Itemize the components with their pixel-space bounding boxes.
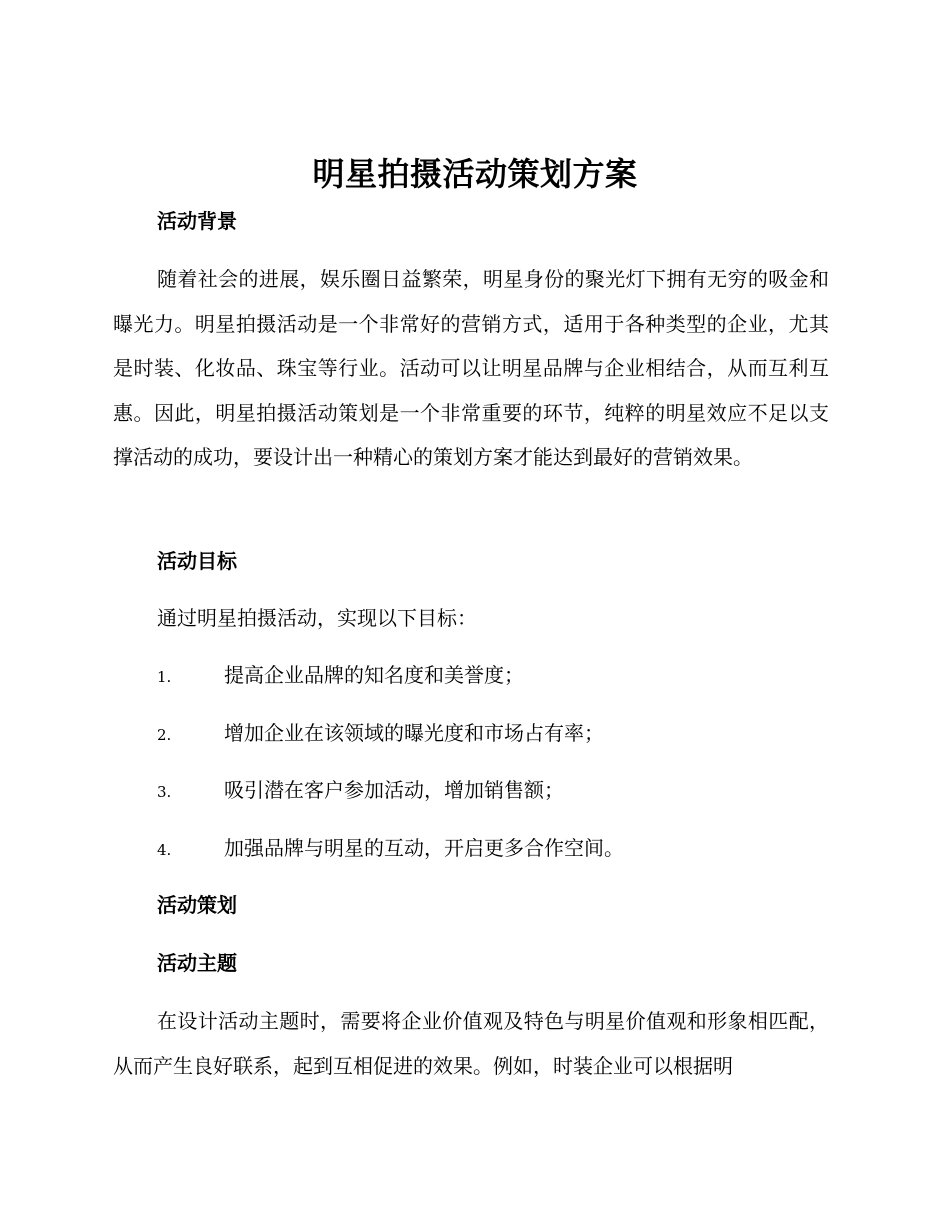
section-heading-background: 活动背景: [157, 209, 237, 233]
background-paragraph: 随着社会的进展，娱乐圈日益繁荣，明星身份的聚光灯下拥有无穷的吸金和曝光力。明星拍摄活动是一个非常好的营销方式，适用于各种类型的企业，尤其是时装、化妆品、珠宝等行业。活动可以让明星品牌与企业相结合，从而互利互惠。因此，明星拍摄活动策划是一个非常重要的环节，纯粹的明星效应不足以支撑活动的成功，要设计出一种精心的策划方案才能达到最好的营销效果。: [113, 267, 829, 470]
list-item: [157, 660, 837, 690]
list-item-number: 3.: [157, 783, 172, 801]
list-item-number: 1.: [157, 668, 172, 686]
list-item: [157, 775, 837, 805]
document-title: 明星拍摄活动策划方案: [312, 155, 638, 193]
list-item-text: 增加企业在该领域的曝光度和市场占有率；: [224, 721, 604, 745]
list-item-number: 2.: [157, 726, 172, 744]
list-item: [157, 718, 837, 748]
list-item-text: 加强品牌与明星的互动，开启更多合作空间。: [224, 836, 624, 860]
list-item: [157, 833, 837, 863]
goals-intro: 通过明星拍摄活动，实现以下目标：: [157, 606, 477, 630]
section-heading-theme: 活动主题: [157, 951, 237, 975]
theme-paragraph: 在设计活动主题时，需要将企业价值观及特色与明星价值观和形象相匹配，从而产生良好联系，起到互相促进的效果。例如，时装企业可以根据明: [113, 1009, 829, 1078]
list-item-number: 4.: [157, 841, 172, 859]
section-heading-plan: 活动策划: [157, 893, 237, 917]
list-item-text: 提高企业品牌的知名度和美誉度；: [224, 663, 524, 687]
section-heading-goals: 活动目标: [157, 549, 237, 573]
list-item-text: 吸引潜在客户参加活动，增加销售额；: [224, 778, 564, 802]
